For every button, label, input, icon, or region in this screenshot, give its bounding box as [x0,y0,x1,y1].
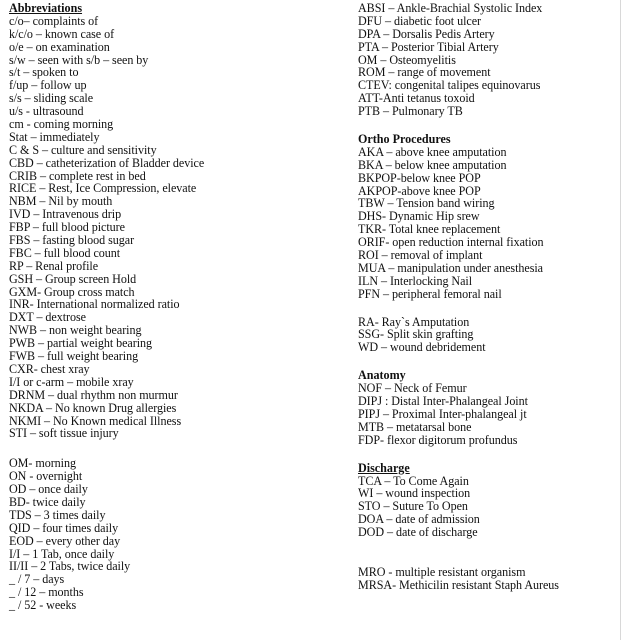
discharge-list [358,475,620,539]
list-item: I/I – 1 Tab, once daily [9,546,115,561]
abbreviations-list [9,15,347,440]
list-item: ILN – Interlocking Nail [358,273,473,288]
list-item: BKPOP-below knee POP [358,170,481,185]
list-item: CTEV: congenital talipes equinovarus [358,78,541,93]
list-item: ABSI – Ankle-Brachial Systolic Index [358,1,543,15]
list-item: SSG- Split skin grafting [358,327,474,342]
list-item: MRSA- Methicilin resistant Staph Aureus [358,577,559,592]
list-item: s/t – spoken to [9,65,79,80]
list-item: ROM – range of movement [358,65,491,80]
list-item: AKPOP-above knee POP [358,183,481,198]
list-item: OM – Osteomyelitis [358,52,456,67]
discharge-heading: Discharge [358,460,410,475]
list-item: FWB – full weight bearing [9,349,139,364]
list-item: FBS – fasting blood sugar [9,233,135,248]
list-item: c/o– complaints of [9,13,99,28]
list-item: NOF – Neck of Femur [358,381,467,396]
list-item: _ / 12 – months [9,585,84,600]
list-item: IVD – Intravenous drip [9,207,122,222]
list-item: s/w – seen with s/b – seen by [9,52,149,67]
list-item: DXT – dextrose [9,310,87,325]
list-item: DRNM – dual rhythm non murmur [9,387,178,402]
list-item: _ / 52 - weeks [9,598,77,613]
list-item: ON - overnight [9,469,83,484]
page-edge-divider [620,0,621,640]
list-item: BD- twice daily [9,494,86,509]
list-item: MTB – metatarsal bone [358,419,472,434]
list-item: INR- International normalized ratio [9,297,180,312]
wound-list [358,316,620,355]
list-item: RA- Ray`s Amputation [358,314,470,329]
list-item: OD – once daily [9,482,88,497]
right-column [358,2,620,592]
list-item: PTA – Posterior Tibial Artery [358,39,499,54]
left-column [9,2,347,612]
section-gap [358,118,620,133]
section-gap [358,301,620,316]
general-list [358,2,620,118]
list-item: NWB – non weight bearing [9,323,142,338]
list-item: FBP – full blood picture [9,220,125,235]
list-item: DFU – diabetic foot ulcer [358,13,482,28]
list-item: NKDA – No known Drug allergies [9,400,177,415]
dosing-list [9,457,347,612]
anatomy-list [358,382,620,446]
list-item: QID – four times daily [9,520,119,535]
list-item: f/up – follow up [9,78,87,93]
list-item: CXR- chest xray [9,361,90,376]
abbreviations-heading: Abbreviations [9,1,83,15]
list-item: TKR- Total knee replacement [358,222,501,237]
ortho-list [358,146,620,301]
section-gap [9,440,347,457]
anatomy-heading: Anatomy [358,368,406,383]
list-item: ROI – removal of implant [358,248,483,263]
list-item: EOD – every other day [9,533,121,548]
list-item: C & S – culture and sensitivity [9,142,157,157]
list-item: ORIF- open reduction internal fixation [358,235,544,250]
section-gap [358,447,620,462]
list-item: MUA – manipulation under anesthesia [358,260,543,275]
list-item: Stat – immediately [9,129,100,144]
list-item: PFN – peripheral femoral nail [358,286,502,301]
list-item: DIPJ : Distal Inter-Phalangeal Joint [358,394,528,409]
list-item: DOA – date of admission [358,512,480,527]
section-gap [358,539,620,566]
list-item: _ / 7 – days [9,572,65,587]
list-item: ATT-Anti tetanus toxoid [358,91,475,106]
list-item: WD – wound debridement [358,340,486,355]
list-item: CRIB – complete rest in bed [9,168,146,183]
list-item: GXM- Group cross match [9,284,135,299]
list-item: FBC – full blood count [9,245,121,260]
list-item: DHS- Dynamic Hip srew [358,209,480,224]
list-item: AKA – above knee amputation [358,144,507,159]
ortho-procedures-heading: Ortho Procedures [358,132,451,147]
list-item: PIPJ – Proximal Inter-phalangeal jt [358,406,527,421]
list-item: I/I or c-arm – mobile xray [9,374,134,389]
list-item: STI – soft tissue injury [9,426,119,441]
list-item: cm - coming morning [9,117,114,132]
list-item: RP – Renal profile [9,258,99,273]
list-item: TCA – To Come Again [358,473,469,488]
list-item: DOD – date of discharge [358,525,478,540]
list-item: OM- morning [9,456,76,471]
list-item: BKA – below knee amputation [358,157,507,172]
list-item: NBM – Nil by mouth [9,194,113,209]
list-item: s/s – sliding scale [9,91,94,106]
list-item: STO – Suture To Open [358,499,468,514]
list-item: PTB – Pulmonary TB [358,104,463,119]
list-item: TDS – 3 times daily [9,507,106,522]
list-item: GSH – Group screen Hold [9,271,137,286]
list-item: u/s - ultrasound [9,104,84,119]
list-item: PWB – partial weight bearing [9,336,153,351]
list-item: o/e – on examination [9,39,110,54]
list-item: FDP- flexor digitorum profundus [358,432,518,447]
list-item: MRO - multiple resistant organism [358,564,526,579]
list-item: II/II – 2 Tabs, twice daily [9,559,131,574]
list-item: TBW – Tension band wiring [358,196,495,211]
list-item: RICE – Rest, Ice Compression, elevate [9,181,197,196]
list-item: k/c/o – known case of [9,26,115,41]
list-item: DPA – Dorsalis Pedis Artery [358,26,495,41]
section-gap [358,354,620,369]
list-item: WI – wound inspection [358,486,471,501]
list-item: NKMI – No Known medical Illness [9,413,182,428]
resistant-list [358,566,620,592]
list-item: CBD – catheterization of Bladder device [9,155,205,170]
